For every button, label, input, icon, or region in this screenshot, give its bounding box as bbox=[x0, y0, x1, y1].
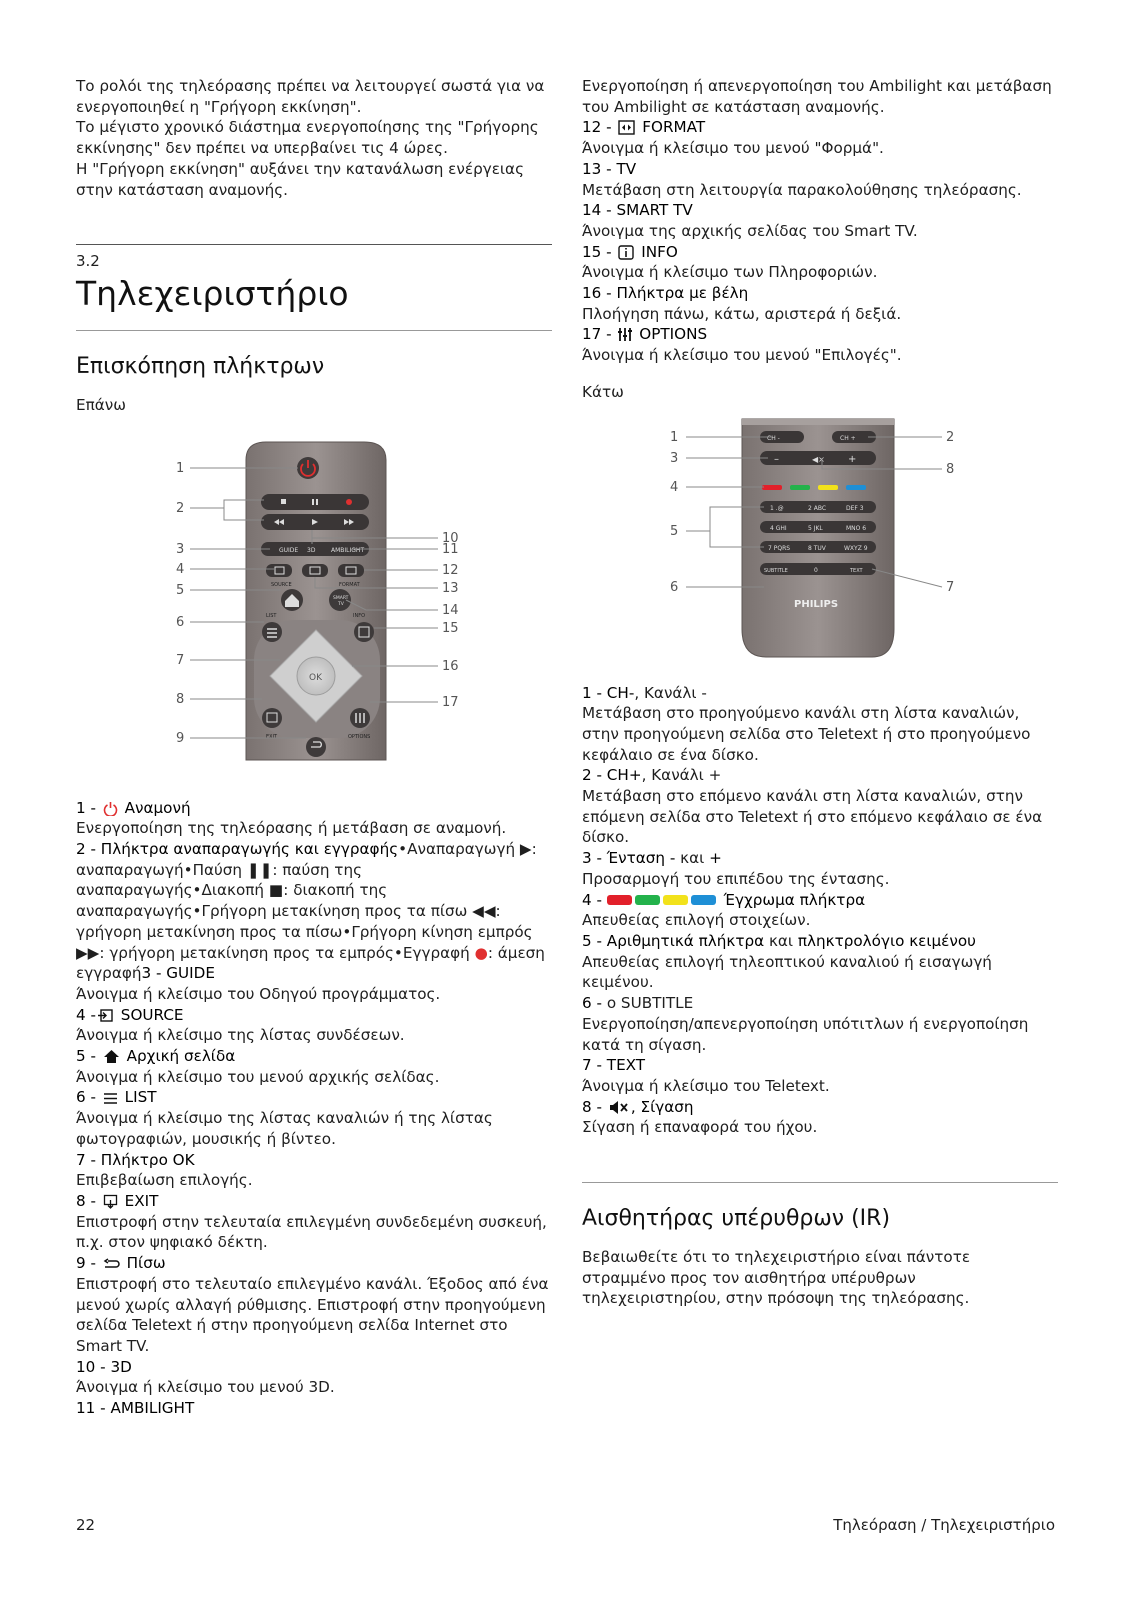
svg-text:–: – bbox=[774, 453, 779, 465]
overview-heading: Επισκόπηση πλήκτρων bbox=[76, 353, 325, 379]
svg-text:OPTIONS: OPTIONS bbox=[348, 733, 371, 740]
svg-text:LIST: LIST bbox=[266, 612, 277, 619]
brand-logo: PHILIPS bbox=[794, 598, 839, 610]
section-divider bbox=[76, 244, 552, 245]
svg-text:SOURCE: SOURCE bbox=[271, 581, 292, 588]
svg-text:7 PQRS: 7 PQRS bbox=[768, 544, 791, 552]
list-icon bbox=[103, 1092, 118, 1105]
format-icon bbox=[618, 120, 635, 135]
svg-text:DEF 3: DEF 3 bbox=[846, 504, 864, 512]
intro-paragraph: Η "Γρήγορη εκκίνηση" αυξάνει την κατανάλωση ενέργειας στην κατάσταση αναμονής. bbox=[76, 159, 524, 199]
svg-text:WXYZ 9: WXYZ 9 bbox=[844, 544, 868, 552]
svg-text:4: 4 bbox=[670, 479, 679, 495]
svg-text:13: 13 bbox=[442, 580, 459, 596]
svg-text:INFO: INFO bbox=[353, 612, 366, 619]
svg-text:1: 1 bbox=[176, 460, 185, 476]
svg-text:SMART: SMART bbox=[333, 595, 349, 601]
svg-text:7: 7 bbox=[176, 652, 185, 668]
svg-text:CH +: CH + bbox=[840, 434, 856, 442]
svg-text:FORMAT: FORMAT bbox=[339, 581, 360, 588]
ir-body: Βεβαιωθείτε ότι το τηλεχειριστήριο είναι πάντοτε στραμμένο προς τον αισθητήρα υπέρυθρων τηλεχειριστηρίου, στην πρόσοψη της τηλεόρασης. bbox=[582, 1248, 971, 1308]
ir-divider bbox=[582, 1182, 1058, 1183]
svg-text:5 JKL: 5 JKL bbox=[808, 524, 823, 532]
power-icon bbox=[103, 801, 118, 816]
svg-text:MNO 6: MNO 6 bbox=[846, 524, 867, 532]
left-column bbox=[76, 76, 552, 1419]
svg-text:8: 8 bbox=[946, 461, 955, 477]
svg-text:TEXT: TEXT bbox=[850, 567, 863, 574]
svg-text:3: 3 bbox=[176, 541, 185, 557]
svg-text:17: 17 bbox=[442, 694, 459, 710]
top-label: Επάνω bbox=[76, 395, 126, 414]
red-key-swatch bbox=[607, 895, 632, 905]
green-key-swatch bbox=[635, 895, 660, 905]
fast-forward-icon: ▶▶ bbox=[76, 943, 100, 962]
exit-icon bbox=[103, 1194, 118, 1209]
rewind-icon: ◀◀ bbox=[472, 902, 496, 921]
remote-top-diagram bbox=[76, 420, 552, 780]
svg-text:AMBILIGHT: AMBILIGHT bbox=[331, 546, 365, 554]
svg-text:14: 14 bbox=[442, 602, 459, 618]
intro-paragraph: Το μέγιστο χρονικό διάστημα ενεργοποίησης της "Γρήγορης εκκίνησης" δεν πρέπει να υπερβαίνει τις 4 ώρες. bbox=[76, 118, 539, 158]
svg-text:2: 2 bbox=[946, 429, 955, 445]
svg-text:4: 4 bbox=[176, 561, 185, 577]
svg-text:1 .@: 1 .@ bbox=[770, 504, 784, 512]
svg-text:9: 9 bbox=[176, 730, 185, 746]
yellow-key-swatch bbox=[663, 895, 688, 905]
color-keys-icon bbox=[607, 891, 719, 909]
svg-text:CH -: CH - bbox=[767, 434, 780, 442]
source-icon bbox=[98, 1008, 114, 1023]
svg-text:15: 15 bbox=[442, 620, 459, 636]
svg-text:2: 2 bbox=[176, 500, 185, 516]
svg-text:EXIT: EXIT bbox=[266, 733, 278, 740]
svg-text:1: 1 bbox=[670, 429, 679, 445]
svg-text:6: 6 bbox=[176, 614, 185, 630]
mute-icon bbox=[609, 1100, 629, 1115]
options-icon bbox=[618, 327, 632, 342]
svg-text:5: 5 bbox=[670, 523, 679, 539]
svg-text:5: 5 bbox=[176, 582, 185, 598]
remote-bottom-diagram bbox=[582, 409, 1058, 669]
stop-icon: ■ bbox=[268, 881, 284, 900]
svg-text:8 TUV: 8 TUV bbox=[808, 544, 826, 552]
svg-text:2 ABC: 2 ABC bbox=[808, 504, 827, 512]
right-column: Ενεργοποίηση ή απενεργοποίηση του Ambilight και μετάβαση του Ambilight σε κατάσταση αναμονής. 12 - FORMAT Άνοιγμα ή κλείσιμο του μενού "Φορμά". 13 - TV Μετάβαση στη λειτουργία παρακολούθησης τηλεόρασης. 14 - SMART TV Άνοιγμα της αρχικής σελίδας του Smart TV. 15 - INFO Άνοιγμα ή κλείσιμο των Πληροφοριών. 16 - Πλήκτρα με βέλη Πλοήγηση πάνω, κάτω, αριστερά ή δεξιά. 17 - OPTIONS Άνοιγμα ή κλείσιμο του μενού "Επιλογές". Κάτω CH - CH + – ◀× + 1 .@ 2 ABC DEF 3 4 GHI 5 JKL MNO 6 7 PQRS 8 TUV WXYZ 9 SUBTITLE 0 TEXT PHILIPS 1 2 3 4 5 6 7 8 1 - CH-, Κανάλι - Μετάβαση στο προηγούμενο κανάλι στη λίστα καναλιών, στην προηγούμενη σελίδα στο Teletext ή στο προηγούμενο κεφάλαιο σε ένα δίσκο. 2 - CH+, Κανάλι + Μετάβαση στο επόμενο κανάλι στη λίστα καναλιών, στην επόμενη σελίδα στο Teletext ή στο επόμενο κεφάλαιο σε ένα δίσκο. 3 - Ένταση - και + Προσαρμογή του επιπέδου της έντασης. 4 - Έγχρωμα πλήκτρα Απευθείας επιλογή στοιχείων. 5 - Αριθμητικά πλήκτρα και πληκτρολόγιο κειμένου Απευθείας επιλογή τηλεοπτικού καναλιού ή εισαγωγή κειμένου. 6 - ο SUBTITLE Ενεργοποίηση/απενεργοποίηση υπότιτλων ή ενεργοποίηση κατά τη σίγαση. 7 - TEXT Άνοιγμα ή κλείσιμο του Teletext. 8 - , Σίγαση Σίγαση ή επαναφορά του ήχου. Αισθητήρας υπέρυθρων (IR) Βεβαιωθείτε ότι το τηλεχειριστήριο είναι πάντοτε στραμμένο προς τον αισθητήρα υπέρυθρων τηλεχειριστηρίου, στην πρόσοψη της τηλεόρασης. bbox=[582, 76, 1058, 1309]
svg-text:6: 6 bbox=[670, 579, 679, 595]
play-icon: ▶ bbox=[519, 840, 532, 859]
bottom-label: Κάτω bbox=[582, 382, 624, 401]
svg-text:GUIDE: GUIDE bbox=[279, 546, 299, 554]
svg-text:16: 16 bbox=[442, 658, 459, 674]
key-list-left: 1 - Αναμονή Ενεργοποίηση της τηλεόρασης ή μετάβαση σε αναμονή. 2 - Πλήκτρα αναπαραγωγής και εγγραφής•Αναπαραγωγή ▶: αναπαραγωγή•Παύση ❚❚: παύση της αναπαραγωγής•Διακοπή ■: διακοπή της αναπαραγωγής•Γρήγορη μετακίνηση προς τα πίσω ◀◀: γρήγορη μετακίνηση προς τα πίσω•Γρήγορη κίνηση εμπρός ▶▶: γρήγορη μετακίνηση προς τα εμπρός•Εγγραφή ●: άμεση εγγραφή3 - GUIDE Άνοιγμα ή κλείσιμο του Οδηγού προγράμματος. 4 - SOURCE Άνοιγμα ή κλείσιμο της λίστας συνδέσεων. 5 - Αρχική σελίδα Άνοιγμα ή κλείσιμο του μενού αρχικής σελίδας. 6 - LIST Άνοιγμα ή κλείσιμο της λίστας καναλιών ή της λίστας φωτογραφιών, μουσικής ή βίντεο. 7 - Πλήκτρο OK Επιβεβαίωση επιλογής. 8 - EXIT Επιστροφή στην τελευταία επιλεγμένη συνδεδεμένη συσκευή, π.χ. στον ψηφιακό δέκτη. 9 - Πίσω Επιστροφή στο τελευταίο επιλεγμένο κανάλι. Έξοδος από ένα μενού χωρίς αλλαγή ρύθμισης. Επιστροφή στην προηγούμενη σελίδα Teletext ή στην προηγούμενη σελίδα Internet στο Smart TV. 10 - 3D Άνοιγμα ή κλείσιμο του μενού 3D. 11 - AMBILIGHT bbox=[76, 798, 549, 1418]
back-icon bbox=[103, 1258, 120, 1271]
blue-key-swatch bbox=[691, 895, 716, 905]
svg-text:SUBTITLE: SUBTITLE bbox=[764, 567, 788, 574]
svg-text:3: 3 bbox=[670, 450, 679, 466]
svg-text:12: 12 bbox=[442, 562, 459, 578]
svg-text:TV: TV bbox=[338, 601, 344, 607]
svg-text:7: 7 bbox=[946, 579, 955, 595]
svg-text:OK: OK bbox=[309, 672, 322, 683]
key-list-right: 1 - CH-, Κανάλι - Μετάβαση στο προηγούμενο κανάλι στη λίστα καναλιών, στην προηγούμενη σελίδα στο Teletext ή στο προηγούμενο κεφάλαιο σε ένα δίσκο. 2 - CH+, Κανάλι + Μετάβαση στο επόμενο κανάλι στη λίστα καναλιών, στην επόμενη σελίδα στο Teletext ή στο επόμενο κεφάλαιο σε ένα δίσκο. 3 - Ένταση - και + Προσαρμογή του επιπέδου της έντασης. 4 - Έγχρωμα πλήκτρα Απευθείας επιλογή στοιχείων. 5 - Αριθμητικά πλήκτρα και πληκτρολόγιο κειμένου Απευθείας επιλογή τηλεοπτικού καναλιού ή εισαγωγή κειμένου. 6 - ο SUBTITLE Ενεργοποίηση/απενεργοποίηση υπότιτλων ή ενεργοποίηση κατά τη σίγαση. 7 - TEXT Άνοιγμα ή κλείσιμο του Teletext. 8 - , Σίγαση Σίγαση ή επαναφορά του ήχου. bbox=[582, 683, 1043, 1137]
intro-paragraph: Το ρολόι της τηλεόρασης πρέπει να λειτουργεί σωστά για να ενεργοποιηθεί η "Γρήγορη εκκίνηση". bbox=[76, 77, 545, 116]
svg-text:◀×: ◀× bbox=[812, 454, 825, 464]
footer-breadcrumb: Τηλεόραση / Τηλεχειριστήριο bbox=[833, 1516, 1055, 1534]
pause-icon: ❚❚ bbox=[246, 860, 273, 879]
svg-text:8: 8 bbox=[176, 691, 185, 707]
svg-text:10: 10 bbox=[442, 530, 459, 546]
svg-text:0: 0 bbox=[814, 566, 818, 574]
svg-text:+: + bbox=[848, 453, 857, 465]
svg-text:11: 11 bbox=[442, 541, 459, 557]
page-number: 22 bbox=[76, 1516, 96, 1534]
record-icon: ● bbox=[474, 943, 488, 962]
home-icon bbox=[103, 1049, 120, 1064]
svg-text:4 GHI: 4 GHI bbox=[770, 524, 787, 532]
section-number: 3.2 bbox=[76, 252, 100, 271]
svg-text:3D: 3D bbox=[307, 546, 316, 554]
section-title: Τηλεχειριστήριο bbox=[76, 273, 349, 313]
ir-heading: Αισθητήρας υπέρυθρων (IR) bbox=[582, 1206, 891, 1232]
section-title-divider bbox=[76, 330, 552, 331]
info-icon bbox=[618, 245, 634, 260]
